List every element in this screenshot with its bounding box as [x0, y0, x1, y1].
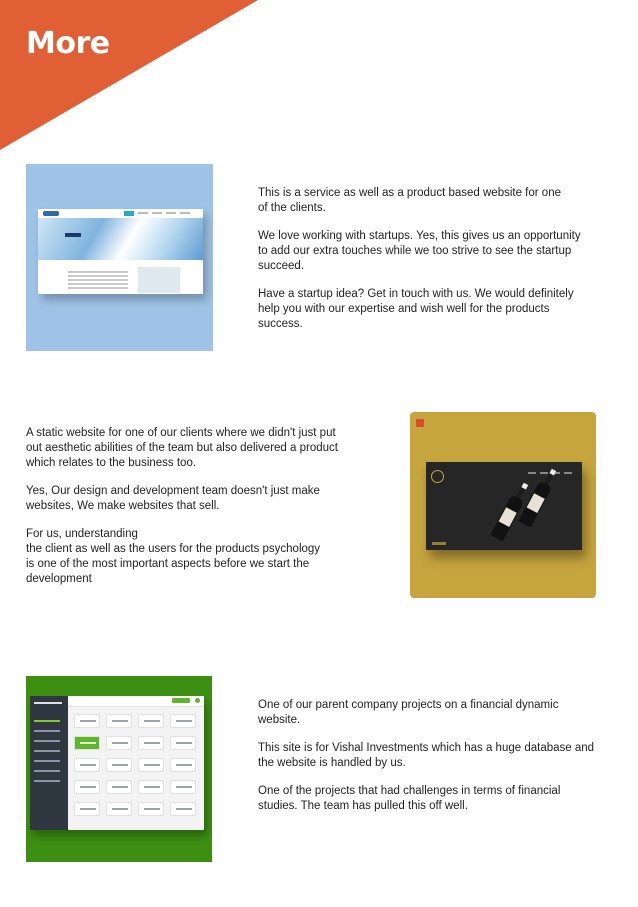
section1-text — [258, 186, 598, 345]
mockup-cta-button — [432, 542, 446, 545]
mockup-tile — [106, 714, 132, 728]
mockup-nav-link — [166, 212, 176, 214]
mockup-side-card — [138, 267, 180, 293]
mockup-sidebar-item — [34, 730, 60, 732]
section2-paragraph: For us, understanding the client as well as the users for the products psychology is one of the most important aspects before we start the development — [26, 528, 321, 585]
mockup-tile — [138, 758, 164, 772]
mockup-tile — [106, 802, 132, 816]
mockup-sidebar-item — [34, 760, 60, 762]
mockup-tile — [170, 780, 196, 794]
mockup-logo — [43, 211, 59, 216]
mockup-tile — [74, 714, 100, 728]
project-thumbnail-wine — [410, 412, 596, 598]
mockup-sidebar-item — [34, 770, 60, 772]
water-website-mockup — [38, 209, 203, 294]
mockup-tile — [74, 802, 100, 816]
mockup-top-button — [172, 698, 190, 703]
mockup-hero-splash — [38, 218, 203, 260]
investments-dashboard-mockup — [30, 696, 204, 830]
section2-text — [26, 426, 366, 600]
mockup-tile — [106, 736, 132, 750]
mockup-tile — [74, 780, 100, 794]
brand-logo-icon — [416, 419, 424, 427]
mockup-tile-grid — [74, 714, 198, 816]
corner-banner-shape — [0, 0, 260, 150]
section2-paragraph: Yes, Our design and development team doesn't just make websites, We make websites that sell. — [26, 485, 320, 512]
mockup-nav-link — [180, 212, 190, 214]
mockup-tile — [74, 758, 100, 772]
mockup-tile — [138, 780, 164, 794]
section1-paragraph: This is a service as well as a product based website for one of the clients. — [258, 187, 561, 214]
mockup-nav-link — [564, 472, 572, 474]
section3-paragraph: One of our parent company projects on a financial dynamic website. — [258, 699, 559, 726]
mockup-nav-button — [124, 211, 134, 216]
mockup-tile — [138, 802, 164, 816]
mockup-nav-link — [152, 212, 162, 214]
mockup-nav-link — [528, 472, 536, 474]
mockup-sidebar-item — [34, 740, 60, 742]
mockup-profile-dot — [195, 698, 200, 703]
mockup-hero-button — [65, 233, 81, 237]
mockup-sidebar-header — [34, 702, 62, 704]
project-thumbnail-water — [26, 164, 213, 351]
mockup-tile — [138, 714, 164, 728]
mockup-topbar — [68, 696, 204, 707]
mockup-sidebar-item — [34, 720, 60, 722]
section3-paragraph: This site is for Vishal Investments which has a huge database and the website is handled by us. — [258, 742, 595, 769]
mockup-tile — [106, 758, 132, 772]
page-title: More — [26, 26, 110, 61]
emblem-icon — [431, 470, 444, 483]
mockup-sidebar-item — [34, 780, 60, 782]
mockup-tile — [170, 736, 196, 750]
section2-paragraph: A static website for one of our clients where we didn't just put out aesthetic abilities of the team but also delivered a product which relates to the business too. — [26, 427, 338, 469]
corner-triangle — [0, 0, 258, 150]
section3-paragraph: One of the projects that had challenges in terms of financial studies. The team has pulled this off well. — [258, 785, 561, 812]
corner-banner — [0, 0, 260, 150]
mockup-tile-active — [74, 736, 100, 750]
mockup-sidebar — [30, 696, 68, 830]
mockup-tile — [106, 780, 132, 794]
mockup-about-lines — [68, 271, 128, 291]
mockup-nav-link — [138, 212, 148, 214]
section1-paragraph: We love working with startups. Yes, this gives us an opportunity to add our extra touches while we too strive to see the startup succeed. — [258, 230, 581, 272]
mockup-tile — [138, 736, 164, 750]
wine-website-mockup — [426, 462, 582, 550]
mockup-tile — [170, 758, 196, 772]
mockup-tile — [170, 802, 196, 816]
section3-text — [258, 698, 603, 827]
project-thumbnail-investments — [26, 676, 212, 862]
section1-paragraph: Have a startup idea? Get in touch with us. We would definitely help you with our expertise and wish well for the products success. — [258, 288, 574, 330]
mockup-sidebar-item — [34, 750, 60, 752]
mockup-tile — [170, 714, 196, 728]
